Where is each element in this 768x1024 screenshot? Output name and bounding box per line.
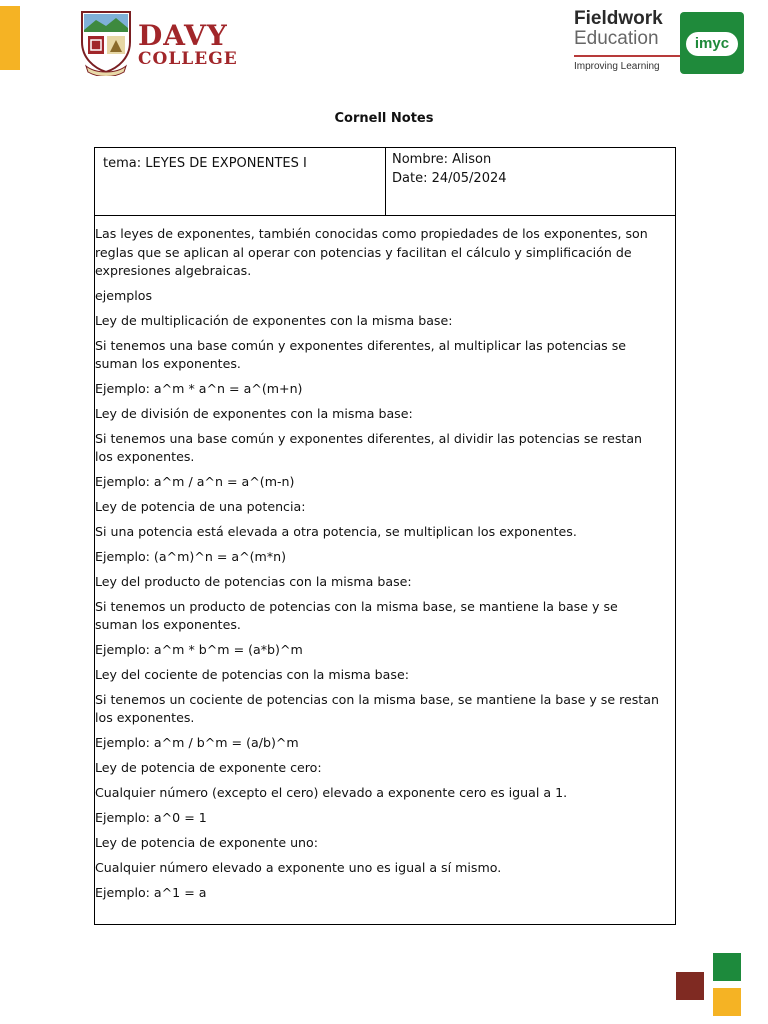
header-rule — [95, 215, 675, 216]
note-paragraph: Ley de potencia de exponente uno: — [95, 834, 318, 850]
note-paragraph: Ejemplo: a^1 = a — [95, 884, 207, 900]
decor-square-yellow — [713, 988, 741, 1016]
note-paragraph: Ejemplo: a^m / a^n = a^(m-n) — [95, 474, 295, 490]
fieldwork-logo-tagline: Improving Learning — [574, 61, 660, 72]
davy-college-logo — [80, 8, 260, 78]
header-divider — [385, 148, 386, 215]
fieldwork-education-logo — [572, 8, 748, 78]
fieldwork-logo-line1: Fieldwork — [574, 8, 663, 29]
note-paragraph: Ley del cociente de potencias con la misma base: — [95, 666, 409, 682]
note-paragraph: Ejemplo: (a^m)^n = a^(m*n) — [95, 548, 287, 564]
note-paragraph: Ley de multiplicación de exponentes con la misma base: — [95, 312, 453, 328]
student-info-cell — [392, 150, 507, 188]
crest-icon — [80, 8, 132, 76]
topic-cell: tema: LEYES DE EXPONENTES I — [103, 156, 307, 171]
accent-bar — [0, 6, 20, 70]
decor-square-red — [676, 972, 704, 1000]
note-paragraph: ejemplos — [95, 287, 153, 303]
fieldwork-logo-line2: Education — [574, 28, 659, 49]
cornell-notes-table — [94, 147, 676, 925]
note-paragraph: Las leyes de exponentes, también conocidas como propiedades de los exponentes, son reglas que se aplican al operar con potencias y facilitan el cálculo y simplificación de expresiones algebraicas. — [95, 226, 648, 278]
note-paragraph: Ejemplo: a^m / b^m = (a/b)^m — [95, 735, 299, 751]
note-paragraph: Ley de potencia de exponente cero: — [95, 760, 322, 776]
note-paragraph: Si tenemos una base común y exponentes diferentes, al dividir las potencias se restan los exponentes. — [95, 430, 643, 465]
note-paragraph: Ejemplo: a^m * b^m = (a*b)^m — [95, 642, 303, 658]
note-paragraph: Ejemplo: a^0 = 1 — [95, 809, 207, 825]
note-paragraph: Ejemplo: a^m * a^n = a^(m+n) — [95, 381, 303, 397]
note-paragraph: Ley de potencia de una potencia: — [95, 499, 306, 515]
note-paragraph: Si tenemos un producto de potencias con la misma base, se mantiene la base y se suman los exponentes. — [95, 598, 618, 633]
note-paragraph: Si una potencia está elevada a otra potencia, se multiplican los exponentes. — [95, 524, 577, 540]
imyc-badge-text: imyc — [686, 32, 738, 56]
note-paragraph: Cualquier número (excepto el cero) elevado a exponente cero es igual a 1. — [95, 785, 568, 801]
page-title: Cornell Notes — [334, 111, 434, 126]
note-paragraph: Ley del producto de potencias con la misma base: — [95, 573, 412, 589]
note-paragraph: Si tenemos una base común y exponentes diferentes, al multiplicar las potencias se suman los exponentes. — [95, 337, 627, 372]
notes-body — [95, 225, 661, 908]
davy-logo-line2: COLLEGE — [138, 49, 238, 69]
fieldwork-logo-rule — [574, 55, 680, 57]
decor-square-green — [713, 953, 741, 981]
note-date: Date: 24/05/2024 — [392, 171, 507, 186]
note-paragraph: Cualquier número elevado a exponente uno es igual a sí mismo. — [95, 859, 502, 875]
note-paragraph: Ley de división de exponentes con la misma base: — [95, 405, 413, 421]
student-name: Nombre: Alison — [392, 152, 492, 167]
note-paragraph: Si tenemos un cociente de potencias con la misma base, se mantiene la base y se restan los exponentes. — [95, 691, 659, 726]
davy-logo-line1: DAVY — [138, 19, 228, 52]
